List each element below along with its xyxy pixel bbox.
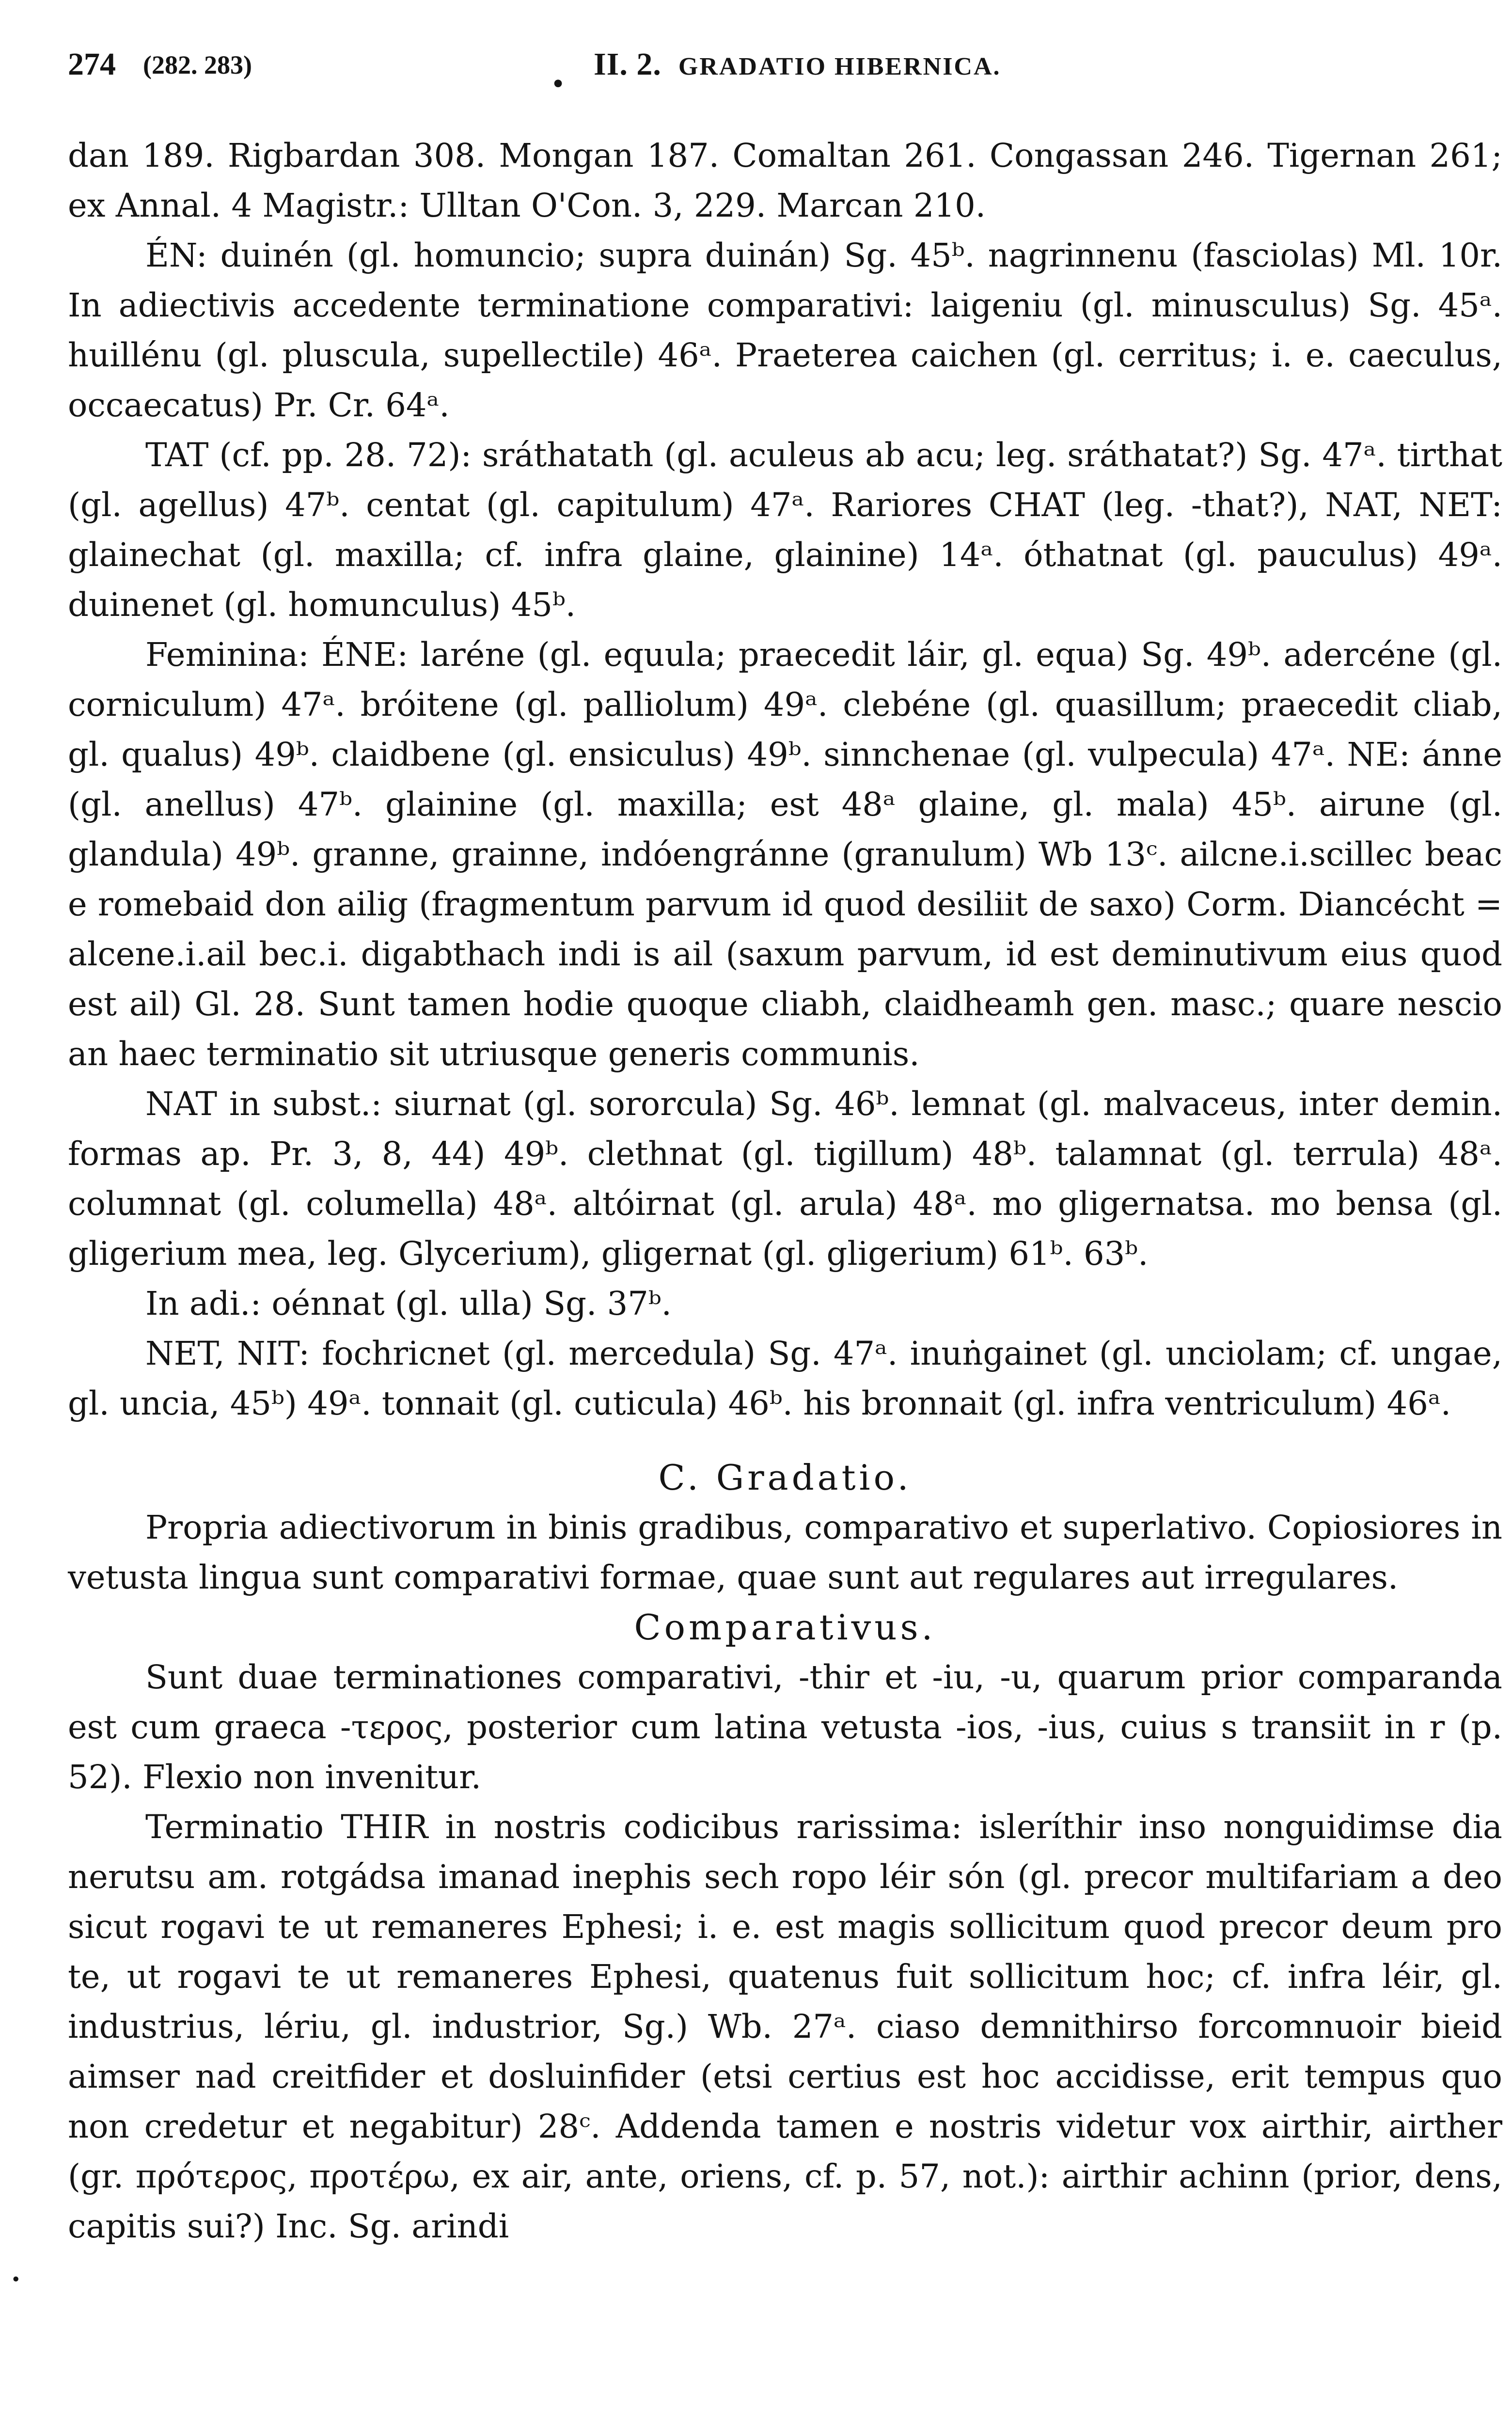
paragraph-4: Feminina: ÉNE: laréne (gl. equula; praecedit láir, gl. equa) Sg. 49ᵇ. adercéne (gl. corniculum) 47ᵃ. bróitene (gl. palliolum) 49ᵃ. clebéne (gl. quasillum; praecedit cliab, gl. qualus) 49ᵇ. claidbene (gl. ensiculus) 49ᵇ. sinnchenae (gl. vulpecula) 47ᵃ. NE: ánne (gl. anellus) 47ᵇ. glainine (gl. maxilla; est 48ᵃ glaine, gl. mala) 45ᵇ. airune (gl. glandula) 49ᵇ. granne, grainne, indóengránne (granulum) Wb 13ᶜ. ailcne.i.scillec beac e romebaid don ailig (fragmentum parvum id quod desiliit de saxo) Corm. Diancécht = alcene.i.ail bec.i. digabthach indi is ail (saxum parvum, id est deminutivum eius quod est ail) Gl. 28. Sunt tamen hodie quoque cliabh, claidheamh gen. masc.; quare nescio an haec terminatio sit utriusque generis communis. (68, 636, 1502, 1073)
paragraph-2: ÉN: duinén (gl. homuncio; supra duinán) Sg. 45ᵇ. nagrinnenu (fasciolas) Ml. 10r. In adiectivis accedente terminatione comparativi: laigeniu (gl. minusculus) Sg. 45ᵃ. huillénu (gl. pluscula, supellectile) 46ᵃ. Praeterea caichen (gl. cerritus; i. e. caeculus, occaecatus) Pr. Cr. 64ᵃ. (68, 236, 1502, 424)
paragraph-3: TAT (cf. pp. 28. 72): sráthatath (gl. aculeus ab acu; leg. sráthatat?) Sg. 47ᵃ. tirthat (gl. agellus) 47ᵇ. centat (gl. capitulum) 47ᵃ. Rariores CHAT (leg. -that?), NAT, NET: glainechat (gl. maxilla; cf. infra glaine, glainine) 14ᵃ. óthatnat (gl. pauculus) 49ᵃ. duinenet (gl. homunculus) 45ᵇ. (68, 436, 1502, 624)
header-title-text: GRADATIO HIBERNICA. (678, 53, 1001, 80)
page-reference: (282. 283) (143, 50, 252, 79)
page-number: 274 (68, 47, 116, 82)
paragraph-1: dan 189. Rigbardan 308. Mongan 187. Comaltan 261. Congassan 246. Tigernan 261; ex Annal. 4 Magistr.: Ulltan O'Con. 3, 229. Marcan 210. (68, 137, 1502, 224)
header-title-number: II. 2. (594, 47, 662, 82)
header-marker: • (552, 66, 564, 101)
paragraph-9: Sunt duae terminationes comparativi, -thir et -iu, -u, quarum prior comparanda est cum graeca -τερος, posterior cum latina vetusta -ios, -ius, cuius s transiit in r (p. 52). Flexio non invenitur. (68, 1658, 1502, 1796)
paragraph-6: In adi.: oénnat (gl. ulla) Sg. 37ᵇ. (145, 1285, 672, 1322)
subsection-heading: Comparativus. (634, 1607, 936, 1648)
paragraph-8: Propria adiectivorum in binis gradibus, comparativo et superlativo. Copiosiores in vetusta lingua sunt comparativi formae, quae sunt aut regulares aut irregulares. (68, 1509, 1502, 1596)
paragraph-5: NAT in subst.: siurnat (gl. sororcula) Sg. 46ᵇ. lemnat (gl. malvaceus, inter demin. formas ap. Pr. 3, 8, 44) 49ᵇ. clethnat (gl. tigillum) 48ᵇ. talamnat (gl. terrula) 48ᵃ. columnat (gl. columella) 48ᵃ. altóirnat (gl. arula) 48ᵃ. mo gligernatsa. mo bensa (gl. gligerium mea, leg. Glycerium), gligernat (gl. gligerium) 61ᵇ. 63ᵇ. (68, 1085, 1502, 1273)
paragraph-10: Terminatio THIR in nostris codicibus rarissima: isleríthir inso nonguidimse dia nerutsu am. rotgádsa imanad inephis sech ropo léir són (gl. precor multifariam a deo sicut rogavi te ut remaneres Ephesi; i. e. est magis sollicitum quod precor deum pro te, ut rogavi te ut remaneres Ephesi, quatenus fuit sollicitum hoc; cf. infra léir, gl. industrius, lériu, gl. industrior, Sg.) Wb. 27ᵃ. ciaso demnithirso forcomnuoir bieid aimser nad creitfider et dosluinfider (etsi certius est hoc accidisse, erit tempus quo non credetur et negabitur) 28ᶜ. Addenda tamen e nostris videtur vox airthir, airther (gr. πρότερος, προτέρω, ex air, ante, oriens, cf. p. 57, not.): airthir achinn (prior, dens, capitis sui?) Inc. Sg. arindi (68, 1808, 1502, 2245)
running-header (68, 46, 1473, 101)
margin-mark: . (10, 2245, 22, 2290)
header-title (594, 46, 1001, 83)
paragraph-7: NET, NIT: fochricnet (gl. mercedula) Sg. 47ᵃ. inuṅgainet (gl. unciolam; cf. ungae, gl. uncia, 45ᵇ) 49ᵃ. tonnait (gl. cuticula) 46ᵇ. his bronnait (gl. infra ventriculum) 46ᵃ. (68, 1335, 1502, 1422)
page-body (68, 131, 1502, 2251)
section-heading: C. Gradatio. (658, 1457, 912, 1498)
